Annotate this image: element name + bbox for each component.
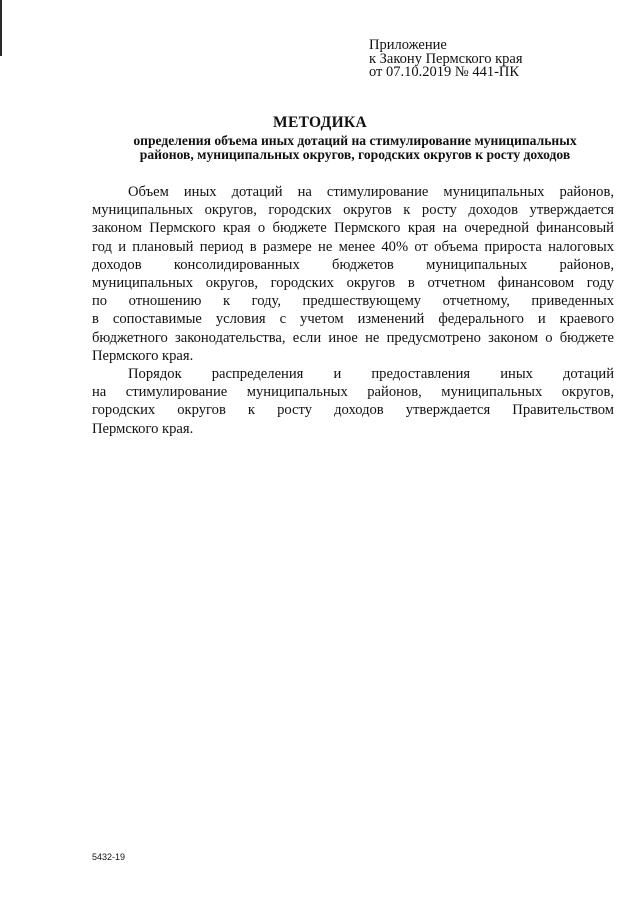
paragraph-1-line: Объем иных дотаций на стимулирование муниципальных районов, — [128, 184, 614, 200]
paragraph-1-line: Пермского края. — [92, 347, 194, 364]
paragraph-1-line: муниципальных округов, городских округов к росту доходов утверждается — [92, 202, 614, 219]
scan-edge-mark — [0, 0, 2, 56]
document-title: МЕТОДИКА — [273, 114, 367, 131]
paragraph-1 — [92, 183, 614, 365]
registry-number: 5432-19 — [92, 852, 126, 862]
paragraph-2 — [92, 365, 614, 438]
appendix-header — [369, 39, 523, 80]
paragraph-1-line: в сопоставимые условия с учетом изменений федерального и краевого — [92, 311, 614, 328]
appendix-law-date-number: от 07.10.2019 № 441-ПК — [369, 64, 520, 80]
paragraph-1-line: по отношению к году, предшествующему отчетному, приведенных — [92, 293, 614, 310]
paragraph-1-line: муниципальных округов, городских округов в отчетном финансовом году — [92, 275, 614, 292]
paragraph-1-line: законом Пермского края о бюджете Пермского края на очередной финансовый — [92, 220, 614, 237]
paragraph-1-line: год и плановый период в размере не менее 40% от объема прироста налоговых — [92, 238, 614, 255]
appendix-label: Приложение — [369, 37, 447, 53]
subtitle-line-2: районов, муниципальных округов, городских округов к росту доходов — [139, 147, 571, 162]
subtitle-line-1: определения объема иных дотаций на стимулирование муниципальных — [133, 133, 577, 148]
paragraph-1-line: бюджетного законодательства, если иное не предусмотрено законом о бюджете — [92, 329, 614, 346]
paragraph-2-line: Порядок распределения и предоставления иных дотаций — [128, 366, 614, 383]
appendix-law-reference: к Закону Пермского края — [369, 50, 523, 67]
document-subtitle — [60, 134, 640, 162]
paragraph-1-line: доходов консолидированных бюджетов муниципальных районов, — [92, 256, 614, 273]
paragraph-2-line: Пермского края. — [92, 420, 194, 437]
document-body — [92, 183, 614, 438]
paragraph-2-line: на стимулирование муниципальных районов, муниципальных округов, — [92, 384, 614, 401]
paragraph-2-line: городских округов к росту доходов утверждается Правительством — [92, 402, 614, 419]
